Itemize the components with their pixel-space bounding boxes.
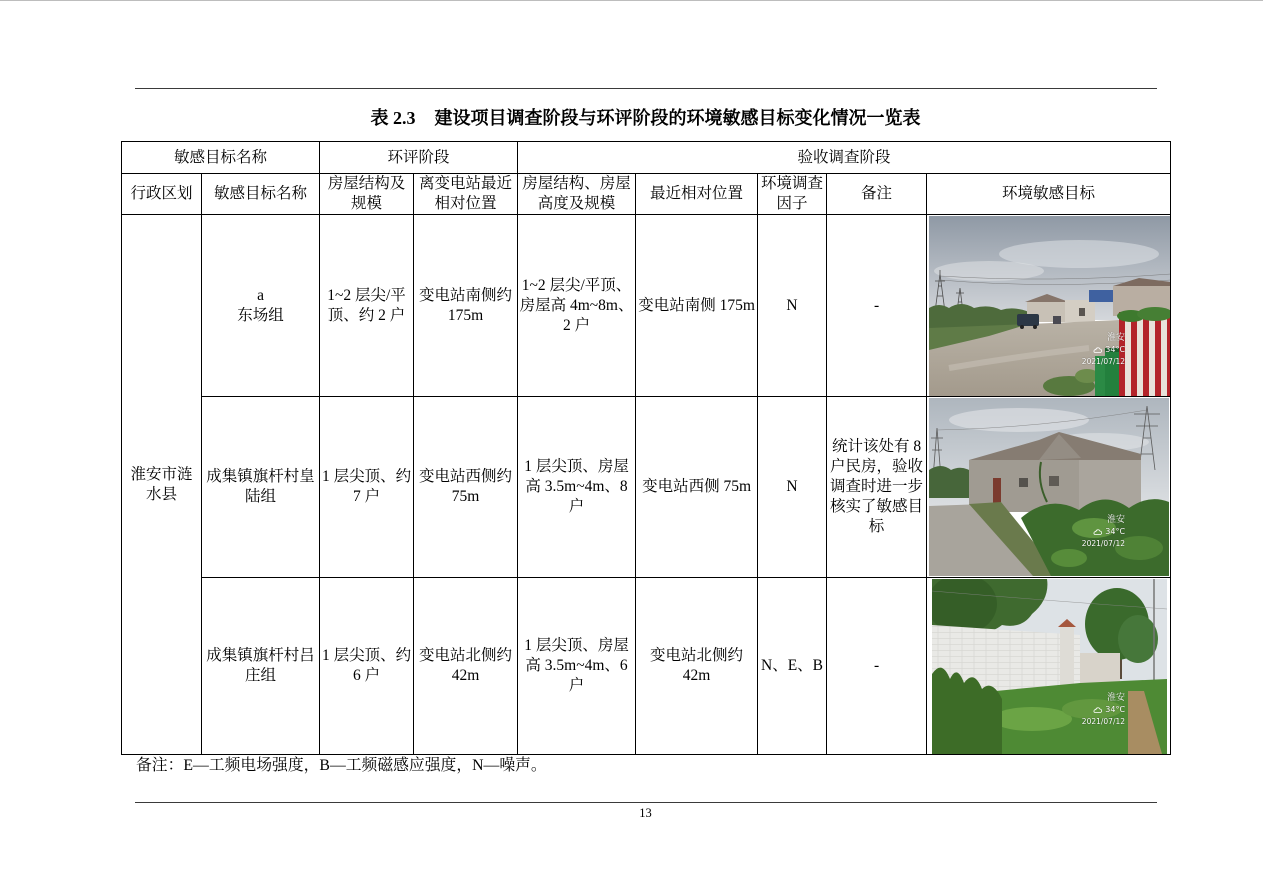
target-name-cell: [202, 397, 320, 578]
watermark-city: 淮安: [1107, 515, 1126, 525]
watermark-date: 2021/07/12: [1081, 539, 1126, 548]
acc-position-cell: 变电站北侧约42m: [636, 578, 758, 755]
target-name: 东场组: [237, 306, 284, 324]
watermark-temperature-line: [1082, 344, 1125, 356]
page-top-edge: [0, 0, 1263, 1]
eia-position-cell: 变电站北侧约42m: [414, 578, 518, 755]
photo-watermark: [1082, 692, 1125, 727]
column-header-eia-position: 离变电站最近相对位置: [414, 174, 518, 215]
photo-cell: [927, 397, 1171, 578]
group-header-row: [122, 142, 1171, 174]
weather-cloud-icon: [1093, 707, 1102, 713]
column-header-acc-structure: 房屋结构、房屋高度及规模: [518, 174, 636, 215]
acc-position-cell: 变电站南侧 175m: [636, 215, 758, 397]
acc-structure-cell: 1~2 层尖/平顶、房屋高 4m~8m、2 户: [518, 215, 636, 397]
table-row: [122, 215, 1171, 397]
watermark-temperature: 34°C: [1105, 344, 1126, 354]
group-header-eia-stage: 环评阶段: [320, 142, 518, 174]
page-number: 13: [639, 806, 652, 820]
target-tag: a: [257, 286, 264, 304]
target-name: 成集镇旗杆村皇陆组: [206, 468, 315, 505]
site-photo: [932, 579, 1167, 754]
remark-cell: -: [827, 215, 927, 397]
district-cell: 淮安市涟水县: [122, 215, 202, 755]
weather-cloud-icon: [1093, 529, 1102, 535]
footer-rule: [135, 802, 1157, 803]
column-header-remark: 备注: [827, 174, 927, 215]
column-header-target-name: 敏感目标名称: [202, 174, 320, 215]
photo-watermark: [1082, 514, 1125, 549]
factors-cell: N、E、B: [758, 578, 827, 755]
group-header-target: 敏感目标名称: [122, 142, 320, 174]
site-photo: [929, 216, 1171, 396]
photo-watermark: [1082, 332, 1125, 367]
photo-red-white-fence: [1117, 307, 1171, 396]
photo-trees: [929, 466, 975, 498]
acc-position-cell: 变电站西侧 75m: [636, 397, 758, 578]
remark-cell: 统计该处有 8 户民房，验收调查时进一步核实了敏感目标: [827, 397, 927, 578]
table-footnote: 备注：E—工频电场强度，B—工频磁感应强度，N—噪声。: [136, 757, 547, 774]
factors-cell: N: [758, 397, 827, 578]
column-header-row: [122, 174, 1171, 215]
table-row: [122, 578, 1171, 755]
factors-cell: N: [758, 215, 827, 397]
photo-cell: [927, 215, 1171, 397]
target-name: 成集镇旗杆村吕庄组: [206, 647, 315, 684]
table-row: [122, 397, 1171, 578]
site-photo-image: [932, 579, 1167, 754]
target-name-cell: [202, 578, 320, 755]
site-photo-image: [929, 398, 1169, 576]
column-header-factors: 环境调查因子: [758, 174, 827, 215]
watermark-temperature: 34°C: [1105, 527, 1126, 536]
watermark-date: 2021/07/12: [1081, 716, 1126, 726]
acc-structure-cell: 1 层尖顶、房屋高 3.5m~4m、8 户: [518, 397, 636, 578]
column-header-acc-position: 最近相对位置: [636, 174, 758, 215]
target-name-cell: [202, 215, 320, 397]
watermark-temperature-line: [1082, 526, 1125, 538]
table-caption-number: 表 2.3: [370, 108, 416, 128]
site-photo-image: [929, 216, 1171, 396]
column-header-eia-structure: 房屋结构及规模: [320, 174, 414, 215]
watermark-city: 淮安: [1107, 332, 1126, 343]
watermark-city: 淮安: [1107, 692, 1126, 703]
site-photo: [929, 398, 1169, 576]
eia-structure-cell: 1 层尖顶、约 6 户: [320, 578, 414, 755]
header-rule: [135, 88, 1157, 89]
eia-structure-cell: 1 层尖顶、约 7 户: [320, 397, 414, 578]
remark-cell: -: [827, 578, 927, 755]
sensitive-targets-table: [121, 141, 1171, 755]
watermark-temperature: 34°C: [1105, 704, 1126, 714]
column-header-photo: 环境敏感目标: [927, 174, 1171, 215]
photo-cell: [927, 578, 1171, 755]
eia-structure-cell: 1~2 层尖/平顶、约 2 户: [320, 215, 414, 397]
column-header-district: 行政区划: [122, 174, 202, 215]
eia-position-cell: 变电站南侧约175m: [414, 215, 518, 397]
table-caption-title: 建设项目调查阶段与环评阶段的环境敏感目标变化情况一览表: [434, 108, 921, 128]
group-header-acceptance-stage: 验收调查阶段: [518, 142, 1171, 174]
weather-cloud-icon: [1093, 347, 1102, 353]
eia-position-cell: 变电站西侧约75m: [414, 397, 518, 578]
table-caption: [121, 107, 1170, 129]
watermark-date: 2021/07/12: [1081, 356, 1126, 366]
watermark-temperature-line: [1082, 704, 1125, 716]
acc-structure-cell: 1 层尖顶、房屋高 3.5m~4m、6 户: [518, 578, 636, 755]
